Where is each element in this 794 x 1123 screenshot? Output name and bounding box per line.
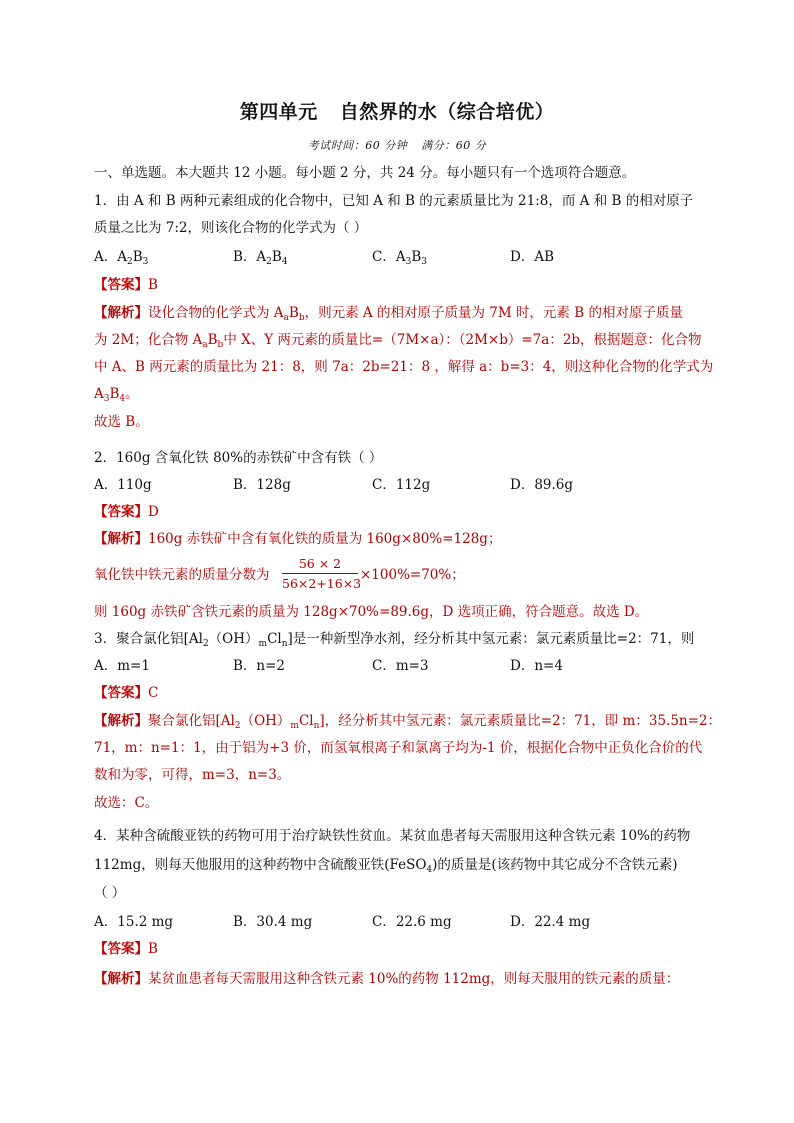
question-4-option-c: C．22.6 mg [372, 914, 452, 930]
question-2-stem: 2．160g 含氧化铁 80%的赤铁矿中含有铁（ ） [94, 450, 383, 466]
question-1-answer: 【答案】B [94, 277, 158, 293]
question-1-analysis-line-1: 【解析】设化合物的化学式为 $A_aB_b$，则元素 A 的相对原子质量为 7M 时，元素 B 的相对原子质量 [94, 305, 683, 323]
question-1-stem-line-2: 质量之比为 7:2，则该化合物的化学式为（ ） [94, 220, 368, 236]
question-4-answer: 【答案】B [94, 941, 158, 957]
full-score: 满分：60 分 [421, 139, 487, 152]
question-1-analysis-line-2: 为 2M；化合物 $A_aB_b$中 X、Y 两元素的质量比=（7M×a）：（2M×b）=7a：2b，根据题意：化合物 [94, 332, 702, 350]
question-4-option-b: B．30.4 mg [233, 914, 313, 930]
mass-fraction-formula [282, 556, 362, 594]
question-4-stem-line-2: 112mg，则每天他服用的这种药物中含硫酸亚铁(FeSO$_4$)的质量是(该药物中其它成分不含铁元素) [94, 857, 678, 875]
question-3-analysis-line-2: 71，m：n=1：1，由于铝为+3 价，而氢氧根离子和氯离子均为-1 价，根据化合物中正负化合价的代 [94, 740, 703, 756]
question-4-option-d: D．22.4 mg [510, 914, 591, 930]
question-2-analysis-line-3: 则 160g 赤铁矿含铁元素的质量为 128g×70%=89.6g，D 选项正确，符合题意。故选 D。 [94, 604, 649, 620]
fraction-bar [282, 573, 358, 574]
fraction-numerator: 56 × 2 [298, 556, 342, 571]
question-1-stem-line-1: 1．由 A 和 B 两种元素组成的化合物中，已知 A 和 B 的元素质量比为 21:8，而 A 和 B 的相对原子 [94, 193, 694, 209]
question-3-conclusion: 故选：C。 [94, 795, 159, 811]
question-1-analysis-line-4: $A_3B_4$。 [94, 386, 139, 404]
question-2-option-b: B．128g [233, 477, 291, 493]
question-3-stem: 3．聚合氯化铝$[Al_2(OH)_mCl_n]$是一种新型净水剂，经分析其中氢元素：氯元素质量比=2：71，则 [94, 631, 695, 649]
question-3-option-a: A．m=1 [94, 658, 150, 674]
question-1-option-d: D．AB [510, 249, 554, 265]
question-2-option-a: A．110g [94, 477, 152, 493]
question-1-option-c: C．$A_3B_3$ [372, 249, 427, 267]
question-4-stem-line-1: 4．某种含硫酸亚铁的药物可用于治疗缺铁性贫血。某贫血患者每天需服用这种含铁元素 10%的药物 [94, 828, 691, 844]
question-2-analysis-line-2b: ×100%=70%； [360, 567, 465, 583]
question-4-option-a: A．15.2 mg [94, 914, 174, 930]
page-title: 第四单元 自然界的水（综合培优） [239, 101, 555, 123]
section-heading: 一、单选题。本大题共 12 小题。每小题 2 分，共 24 分。每小题只有一个选项符合题意。 [94, 165, 636, 181]
question-3-option-c: C．m=3 [372, 658, 429, 674]
exam-info [0, 137, 794, 153]
question-3-answer: 【答案】C [94, 685, 159, 701]
question-3-analysis-line-1: 【解析】聚合氯化铝$[Al_2(OH)_mCl_n]$，经分析其中氢元素：氯元素质量比=2：71，即 m：35.5n=2： [94, 713, 722, 731]
question-4-analysis-line-1: 【解析】某贫血患者每天需服用这种含铁元素 10%的药物 112mg，则每天服用的铁元素的质量： [94, 971, 680, 987]
question-1-analysis-line-3: 中 A、B 两元素的质量比为 21：8，则 7a：2b=21：8 ，解得 a：b=3：4，则这种化合物的化学式为 [94, 359, 714, 375]
question-2-analysis-line-2a: 氧化铁中铁元素的质量分数为 [94, 567, 270, 583]
question-3-analysis-line-3: 数和为零，可得，m=3，n=3。 [94, 767, 291, 783]
question-2-option-d: D．89.6g [510, 477, 574, 493]
question-3-option-d: D．n=4 [510, 658, 563, 674]
question-2-option-c: C．112g [372, 477, 431, 493]
exam-time: 考试时间：60 分钟 [307, 139, 408, 152]
question-2-analysis-line-1: 【解析】160g 赤铁矿中含有氧化铁的质量为 160g×80%=128g； [94, 531, 502, 547]
question-1-option-a: A．$A_2B_3$ [94, 249, 149, 267]
question-3-option-b: B．n=2 [233, 658, 286, 674]
question-1-option-b: B．$A_2B_4$ [233, 249, 288, 267]
fraction-denominator: 56×2+16×3 [282, 576, 362, 591]
question-4-stem-line-3: （ ） [94, 885, 126, 901]
question-2-answer: 【答案】D [94, 504, 159, 520]
question-1-conclusion: 故选 B。 [94, 414, 149, 430]
